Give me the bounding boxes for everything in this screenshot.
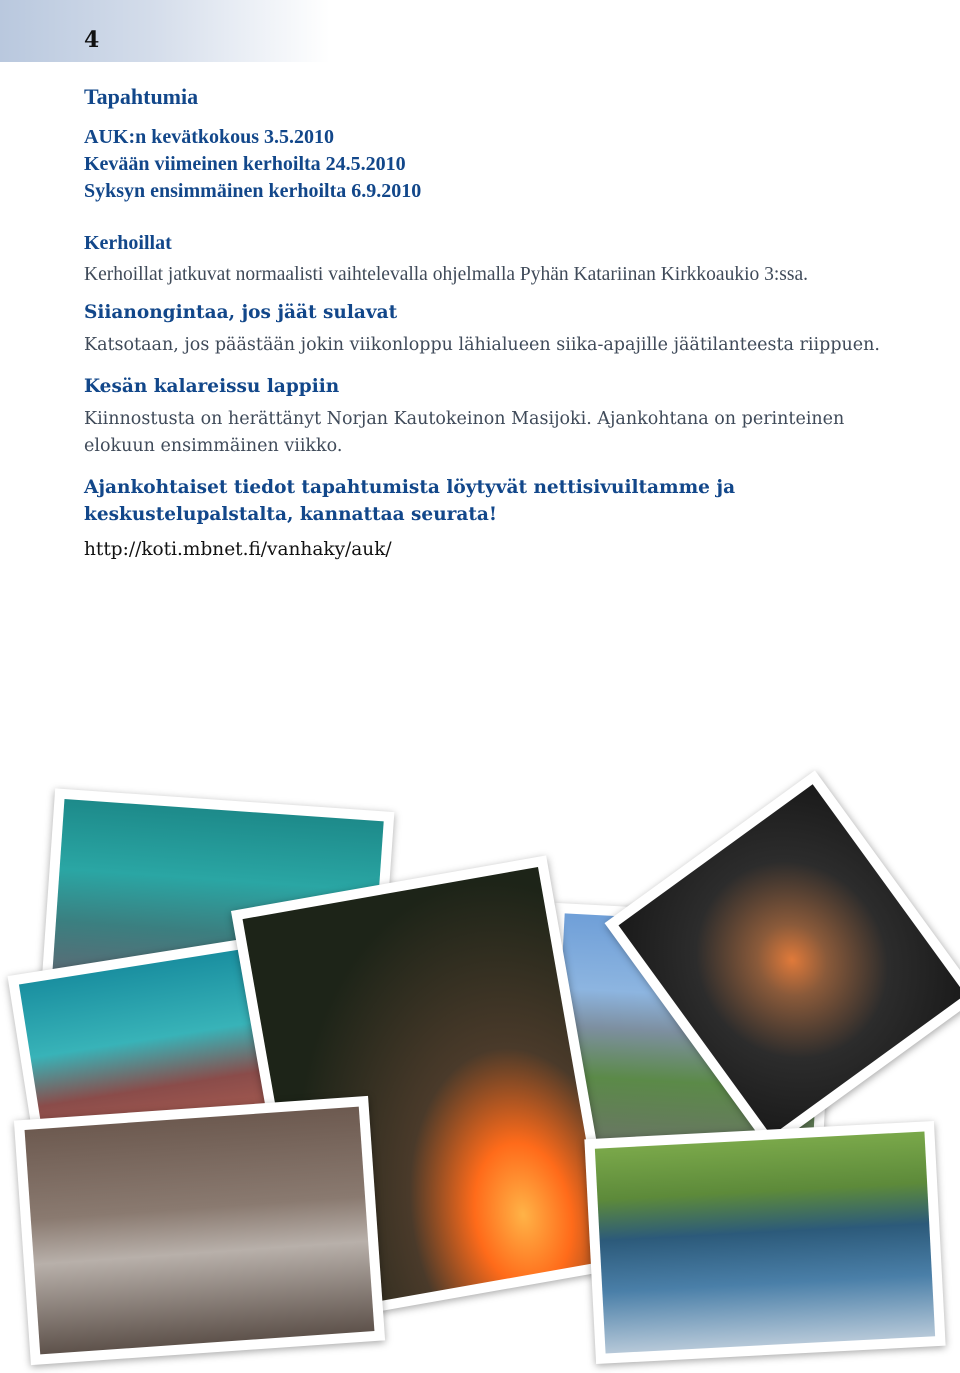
caught-fish-photo [14,1096,385,1365]
kerhoillat-heading: Kerhoillat [84,232,172,254]
kalareissu-text: Kiinnostusta on herättänyt Norjan Kautokeinon Masijoki. Ajankohtana on perinteinen elokuun ensimmäinen viikko. [84,409,845,456]
event-item: AUK:n kevätkokous 3.5.2010 [84,126,335,148]
river-swimming-photo-image [595,1132,935,1354]
event-item: Kevään viimeinen kerhoilta 24.5.2010 [84,153,406,175]
event-item: Syksyn ensimmäinen kerhoilta 6.9.2010 [84,180,422,202]
kalareissu-heading: Kesän kalareissu lappiin [84,376,340,397]
event-list [84,124,904,205]
siianongintaa-text: Katsotaan, jos päästään jokin viikonloppu lähialueen siika-apajille jäätilanteesta riippuen. [84,335,880,355]
website-link[interactable]: http://koti.mbnet.fi/vanhaky/auk/ [84,539,392,560]
page-number: 4 [84,27,100,53]
header-band [0,0,330,62]
siianongintaa-heading: Siianongintaa, jos jäät sulavat [84,302,398,323]
river-swimming-photo [584,1121,945,1364]
notice-text: Ajankohtaiset tiedot tapahtumista löytyvät nettisivuiltamme ja keskustelupalstalta, kannattaa seurata! [84,477,736,525]
kerhoillat-text: Kerhoillat jatkuvat normaalisti vaihtelevalla ohjelmalla Pyhän Katariinan Kirkkoaukio 3:ssa. [84,264,809,285]
caught-fish-photo-image [25,1107,375,1355]
main-content [84,84,904,563]
section-title: Tapahtumia [84,84,199,109]
